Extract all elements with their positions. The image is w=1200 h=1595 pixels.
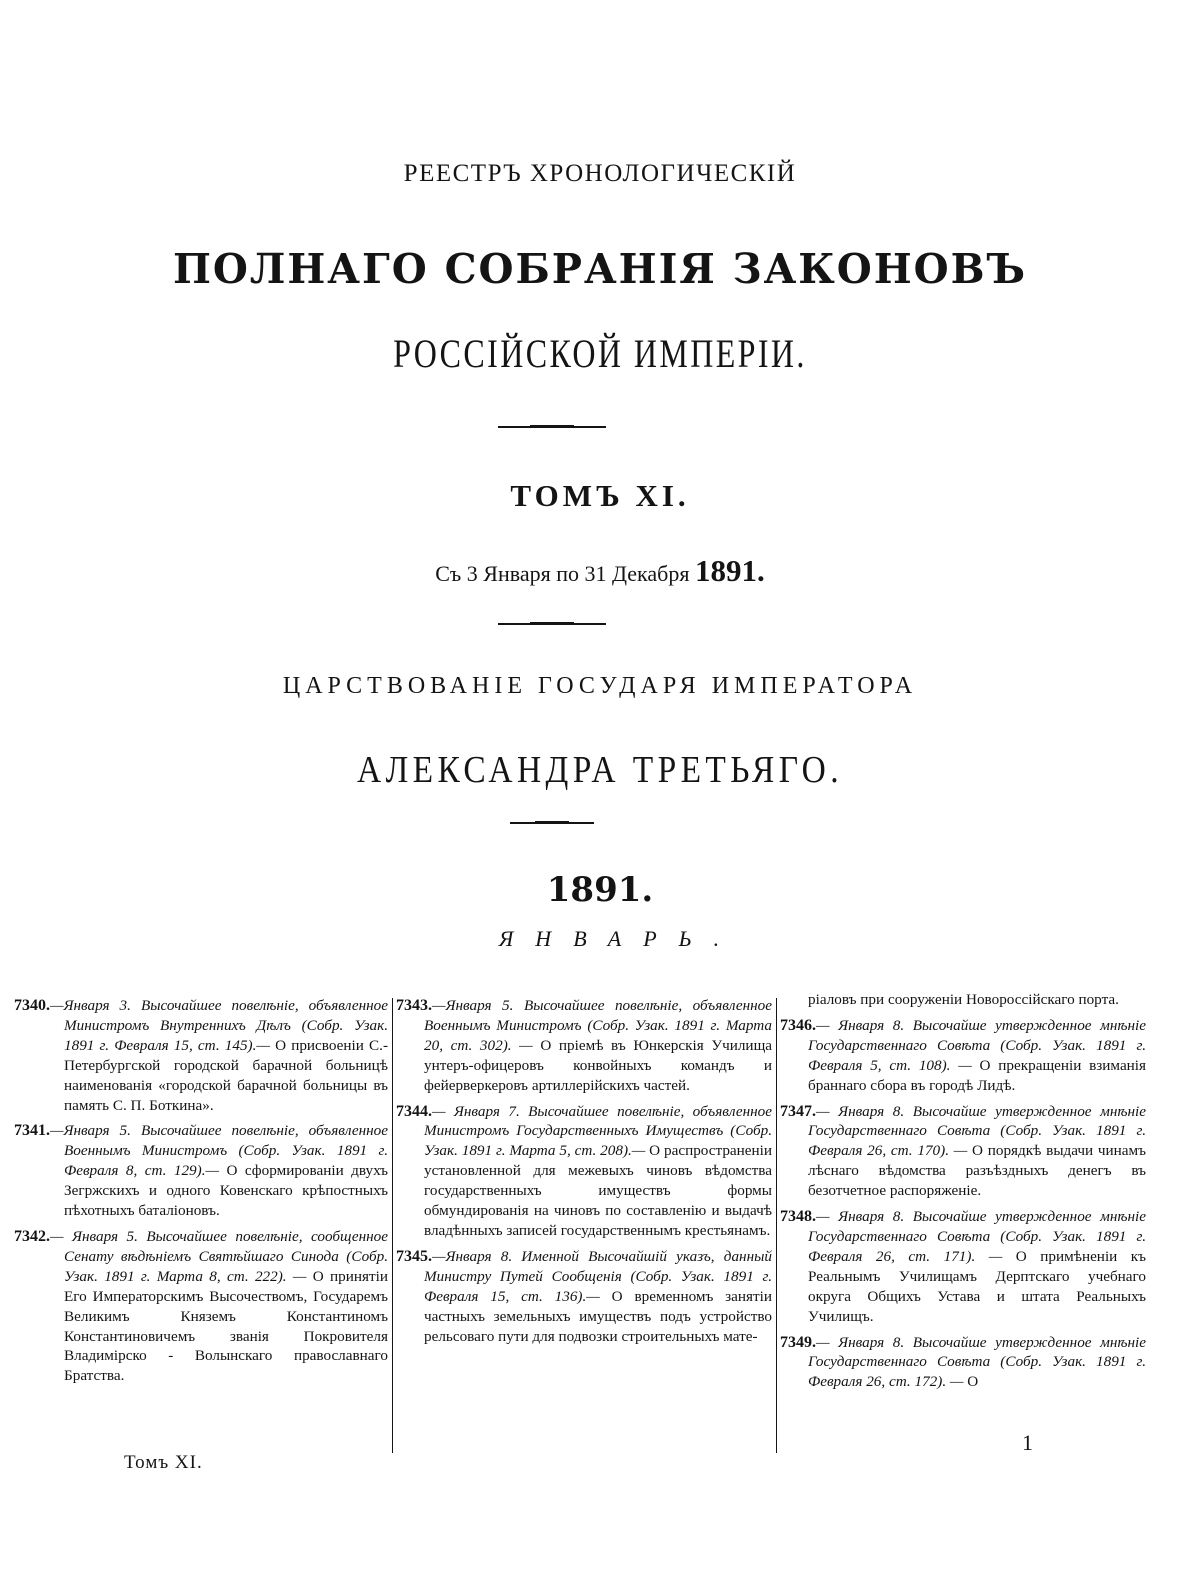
register-entry [780, 1207, 1146, 1326]
period-line [0, 553, 1200, 589]
column-1 [14, 996, 388, 1392]
entry-text: О временномъ занятіи частныхъ земельныхъ имуществъ подъ устройство рельсоваго пути для подвозки строительныхъ мате- [424, 1287, 773, 1345]
register-entry [396, 1247, 772, 1347]
empire-title: РОССІЙСКОЙ ИМПЕРІИ. [393, 331, 807, 376]
entry-number: 7346. [780, 1016, 816, 1034]
volume-signature: Томъ XI. [124, 1452, 203, 1473]
volume-title: ТОМЪ XI. [510, 478, 690, 513]
entry-source: —Января 5. Высочайшее повелѣніе, объявленное Военнымъ Министромъ (Собр. Узак. 1891 г. Марта 20, ст. 302). — [424, 997, 772, 1054]
register-entry [396, 996, 772, 1096]
collection-title: ПОЛНАГО СОБРАНІЯ ЗАКОНОВЪ [173, 245, 1027, 293]
entry-text: О примѣненіи къ Реальнымъ Училищамъ Дерптскаго учебнаго округа Общихъ Устава и штата Реальныхъ Училищъ. [808, 1247, 1147, 1325]
entry-continuation: ріаловъ при сооруженіи Новороссійскаго порта. [808, 991, 1119, 1008]
entry-number: 7348. [780, 1208, 816, 1226]
register-entry [780, 1016, 1146, 1096]
entry-number: 7347. [780, 1102, 816, 1120]
reign-heading: ЦАРСТВОВАНІЕ ГОСУДАРЯ ИМПЕРАТОРА [282, 673, 918, 699]
divider [510, 822, 594, 824]
entry-source: — Января 5. Высочайшее повелѣніе, сообщенное Сенату вѣдѣніемъ Святѣйшаго Синода (Собр. Узак. 1891 г. Марта 8, ст. 222). — [50, 1227, 388, 1285]
entry-source: — Января 8. Высочайше утвержденное мнѣніе Государственнаго Совѣта (Собр. Узак. 1891 г. Февраля 26, ст. 172). — [808, 1333, 1146, 1391]
entry-source: —Января 8. Именной Высочайшій указъ, данный Министру Путей Сообщенія (Собр. Узак. 1891 г. Февраля 15, ст. 136).— [424, 1247, 772, 1305]
register-entry [396, 1102, 772, 1241]
divider [498, 623, 606, 625]
entry-text: О принятіи Его Императорскимъ Высочествомъ, Государемъ Великимъ Княземъ Константиномъ Константиновичемъ званія Покровителя Владимірско - Волынскаго православнаго Братства. [64, 1267, 389, 1385]
entry-source: — Января 8. Высочайше утвержденное мнѣніе Государственнаго Совѣта (Собр. Узак. 1891 г. Февраля 26, ст. 170). — [808, 1102, 1146, 1160]
year-heading: 1891. [546, 870, 654, 910]
register-entry [14, 996, 388, 1115]
entry-source: —Января 5. Высочайшее повелѣніе, объявленное Военнымъ Министромъ (Собр. Узак. 1891 г. Февраля 8, ст. 129).— [50, 1122, 388, 1180]
period-year: 1891. [694, 553, 765, 588]
entry-text: О пріемѣ въ Юнкерскія Училища унтеръ-офицеровъ конвойныхъ командъ и фейерверкеровъ артиллерійскихъ частей. [424, 1036, 773, 1094]
register-entry [780, 1333, 1146, 1393]
entry-number: 7343. [396, 997, 432, 1014]
entry-text: О [967, 1373, 979, 1391]
entry-source: — Января 7. Высочайшее повелѣніе, объявленное Министромъ Государственныхъ Имуществъ (Собр. Узак. 1891 г. Марта 5, ст. 208).— [424, 1102, 772, 1160]
entry-source: — Января 8. Высочайше утвержденное мнѣніе Государственнаго Совѣта (Собр. Узак. 1891 г. Февраля 26, ст. 171). — [808, 1208, 1146, 1265]
column-2 [396, 996, 772, 1352]
register-entry [14, 1121, 388, 1221]
page-number: 1 [1022, 1430, 1033, 1455]
entry-text: О сформированіи двухъ Зегржскихъ и одного Ковенскаго крѣпостныхъ пѣхотныхъ баталіоновъ. [64, 1162, 388, 1220]
entry-number: 7342. [14, 1227, 50, 1245]
entry-text: О порядкѣ выдачи чинамъ лѣснаго вѣдомства разъѣздныхъ денегъ въ безотчетное распоряженіе. [808, 1142, 1146, 1200]
column-divider [392, 998, 393, 1453]
register-title: РЕЕСТРЪ ХРОНОЛОГИЧЕСКІЙ [403, 160, 797, 187]
entry-number: 7344. [396, 1102, 432, 1120]
entry-text: О прекращеніи взиманія браннаго сбора въ городѣ Лидѣ. [808, 1056, 1147, 1094]
entry-text: О распространеніи установленной для межевыхъ чиновъ вѣдомства государственныхъ имуществъ формы обмундированія на чиновъ по составленію и выдачѣ владѣнныхъ записей государственнымъ крестьянамъ. [424, 1142, 773, 1239]
entry-number: 7340. [14, 997, 50, 1014]
column-divider [776, 998, 777, 1453]
entry-text: О присвоеніи С.-Петербургской городской барачной больницѣ наименованія «городской барачной больницы въ память С. П. Боткина». [64, 1036, 388, 1114]
emperor-name: АЛЕКСАНДРА ТРЕТЬЯГО. [357, 749, 843, 791]
entry-number: 7341. [14, 1122, 50, 1140]
divider [498, 426, 606, 428]
register-entry [14, 1227, 388, 1386]
column-3 [780, 990, 1146, 1398]
entry-source: —Января 3. Высочайшее повелѣніе, объявленное Министромъ Внутреннихъ Дѣлъ (Собр. Узак. 1891 г. Февраля 15, ст. 145).— [50, 997, 388, 1054]
entry-source: — Января 8. Высочайше утвержденное мнѣніе Государственнаго Совѣта (Собр. Узак. 1891 г. Февраля 5, ст. 108). — [808, 1016, 1146, 1074]
month-heading: ЯНВАРЬ. [498, 926, 742, 951]
entry-number: 7345. [396, 1247, 432, 1265]
register-entry [780, 1102, 1146, 1202]
period-text: Съ 3 Января по 31 Декабря [435, 561, 690, 586]
entry-number: 7349. [780, 1333, 816, 1351]
